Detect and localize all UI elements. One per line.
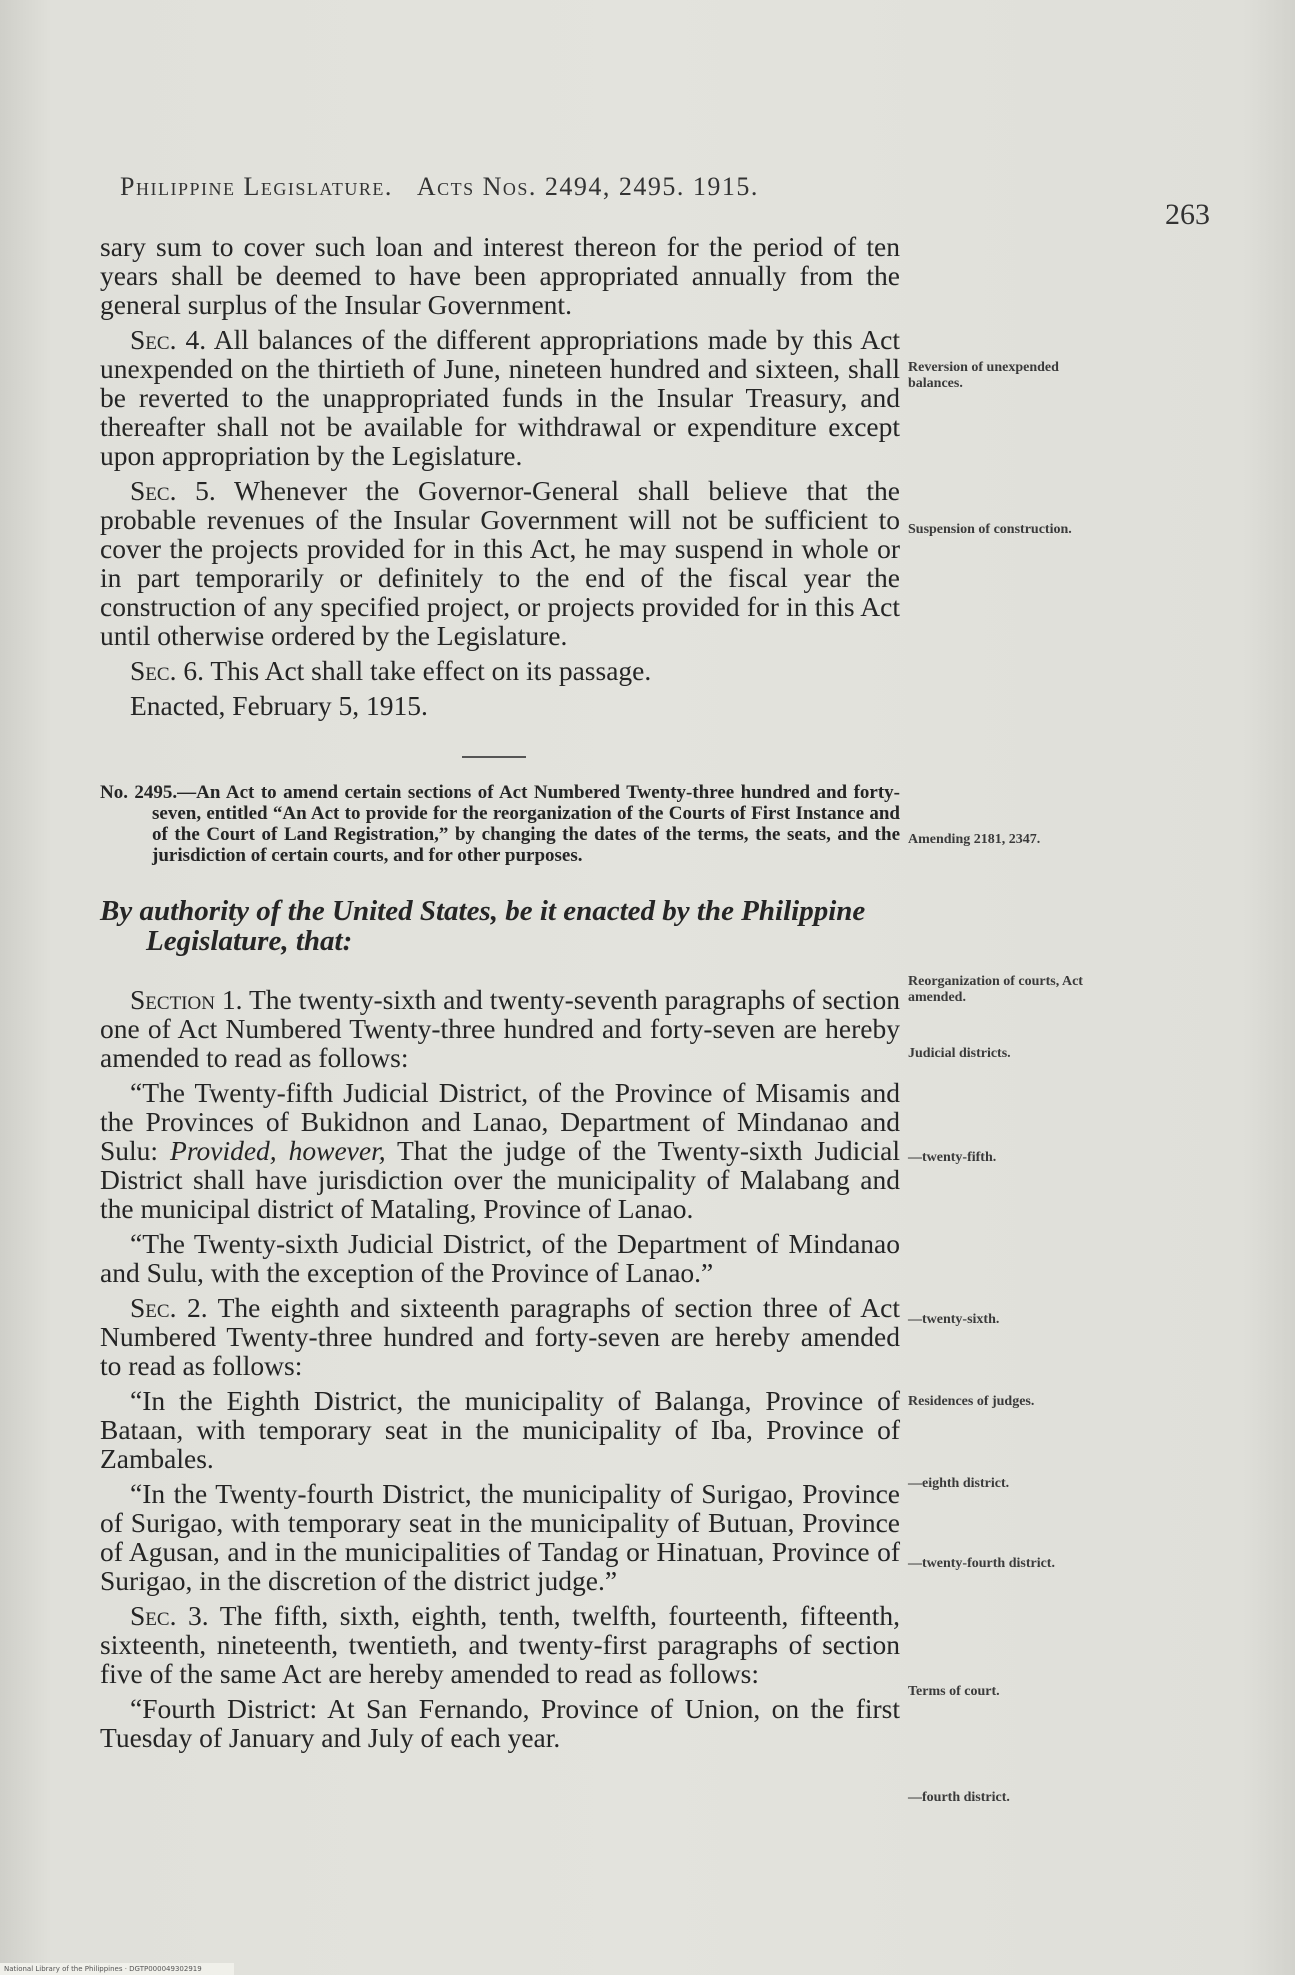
document-body: [100, 232, 900, 1758]
section-text: All balances of the different appropriations made by this Act unexpended on the thirtieth of June, nineteen hundred and sixteen, shall be reverted to the unappropriated funds in the Insular Treasury, and thereafter shall not be available for withdrawal or expenditure except upon appropriation by the Legislature.: [100, 324, 901, 471]
section-5: [100, 476, 900, 650]
section-text: The twenty-sixth and twenty-seventh paragraphs of section one of Act Numbered Twenty-three hundred and forty-seven are hereby amended to read as follows:: [100, 984, 900, 1073]
running-head: [120, 172, 759, 202]
quote-text: “The Twenty-fifth Judicial District, of the Province of Misamis and the Provinces of Bukidnon and Lanao, Department of Mindanao and Sulu:: [100, 1077, 900, 1166]
section-label: Sec. 2.: [130, 1292, 208, 1323]
margin-note-amending: Amending 2181, 2347.: [908, 832, 1041, 847]
section-text: This Act shall take effect on its passage.: [210, 655, 652, 686]
margin-note-terms: Terms of court.: [908, 1684, 1000, 1699]
margin-note-reorganization: Reorganization of courts, Act amended.: [908, 974, 1083, 1005]
section-2: [100, 1293, 900, 1380]
section-label: Sec. 6.: [130, 655, 204, 686]
section-1: [100, 985, 900, 1072]
section-6: [100, 656, 900, 685]
paragraph-continuation: sary sum to cover such loan and interest thereon for the period of ten years shall be deemed to have been appropriated annually from the general surplus of the Insular Government.: [100, 231, 900, 320]
quoted-paragraph: “Fourth District: At San Fernando, Province of Union, on the first Tuesday of January and July of each year.: [100, 1693, 900, 1753]
section-label: Section 1.: [130, 984, 243, 1015]
section-label: Sec. 3.: [130, 1600, 209, 1631]
quote-italic: Provided, however,: [170, 1135, 386, 1166]
section-3: [100, 1601, 900, 1688]
act-title: No. 2495.—An Act to amend certain sections of Act Numbered Twenty-three hundred and forty-seven, entitled “An Act to provide for the reorganization of the Courts of First Instance and of the Court of Land Registration,” by changing the dates of the terms, the seats, and the jurisdiction of certain courts, and for other purposes.: [100, 782, 900, 866]
section-label: Sec. 5.: [130, 475, 216, 506]
running-head-acts: Acts Nos. 2494, 2495. 1915.: [416, 172, 759, 201]
margin-note-fourth: —fourth district.: [908, 1790, 1010, 1805]
margin-note-twenty-fifth: —twenty-fifth.: [908, 1150, 997, 1165]
section-text: The fifth, sixth, eighth, tenth, twelfth, fourteenth, fifteenth, sixteenth, nineteenth, twentieth, and twenty-first paragraphs of section five of the same Act are hereby amended to read as follows:: [100, 1600, 900, 1689]
section-4: [100, 325, 900, 470]
section-text: Whenever the Governor-General shall believe that the probable revenues of the Insular Government will not be sufficient to cover the projects provided for in this Act, he may suspend in whole or in part temporarily or definitely to the end of the fiscal year the construction of any specified project, or projects provided for in this Act until otherwise ordered by the Legislature.: [100, 475, 900, 651]
page-number: 263: [1165, 198, 1210, 231]
section-divider: [462, 756, 526, 758]
quoted-paragraph: “In the Twenty-fourth District, the municipality of Surigao, Province of Surigao, with temporary seat in the municipality of Butuan, Province of Agusan, and in the municipalities of Tandag or Hinatuan, Province of Surigao, in the discretion of the district judge.”: [100, 1478, 900, 1596]
quote-text: That the judge of the Twenty-sixth Judicial District shall have jurisdiction over the municipality of Malabang and the municipal district of Mataling, Province of Lanao.: [100, 1135, 901, 1224]
margin-note-reversion: Reversion of unexpended balances.: [908, 360, 1059, 391]
running-head-title: Philippine Legislature.: [120, 172, 393, 201]
enacted-date: Enacted, February 5, 1915.: [130, 690, 428, 721]
quoted-paragraph: “The Twenty-sixth Judicial District, of the Department of Mindanao and Sulu, with the exception of the Province of Lanao.”: [100, 1228, 900, 1288]
scan-footer-strip: National Library of the Philippines · DGTP000049302919: [0, 1963, 234, 1975]
margin-note-eighth: —eighth district.: [908, 1476, 1010, 1491]
section-text: The eighth and sixteenth paragraphs of section three of Act Numbered Twenty-three hundred and forty-seven are hereby amended to read as follows:: [100, 1292, 900, 1381]
margin-note-twenty-sixth: —twenty-sixth.: [908, 1312, 1000, 1327]
margin-note-suspension: Suspension of construction.: [908, 522, 1072, 537]
margin-note-twenty-fourth: —twenty-fourth district.: [908, 1556, 1055, 1571]
margin-note-residences: Residences of judges.: [908, 1394, 1035, 1409]
quoted-paragraph: [100, 1078, 900, 1223]
margin-note-judicial: Judicial districts.: [908, 1046, 1011, 1061]
section-label: Sec. 4.: [130, 324, 207, 355]
enacting-clause: By authority of the United States, be it enacted by the Philippine Legislature, that:: [100, 895, 866, 957]
quoted-paragraph: “In the Eighth District, the municipality of Balanga, Province of Bataan, with temporary seat in the municipality of Iba, Province of Zambales.: [100, 1385, 900, 1474]
